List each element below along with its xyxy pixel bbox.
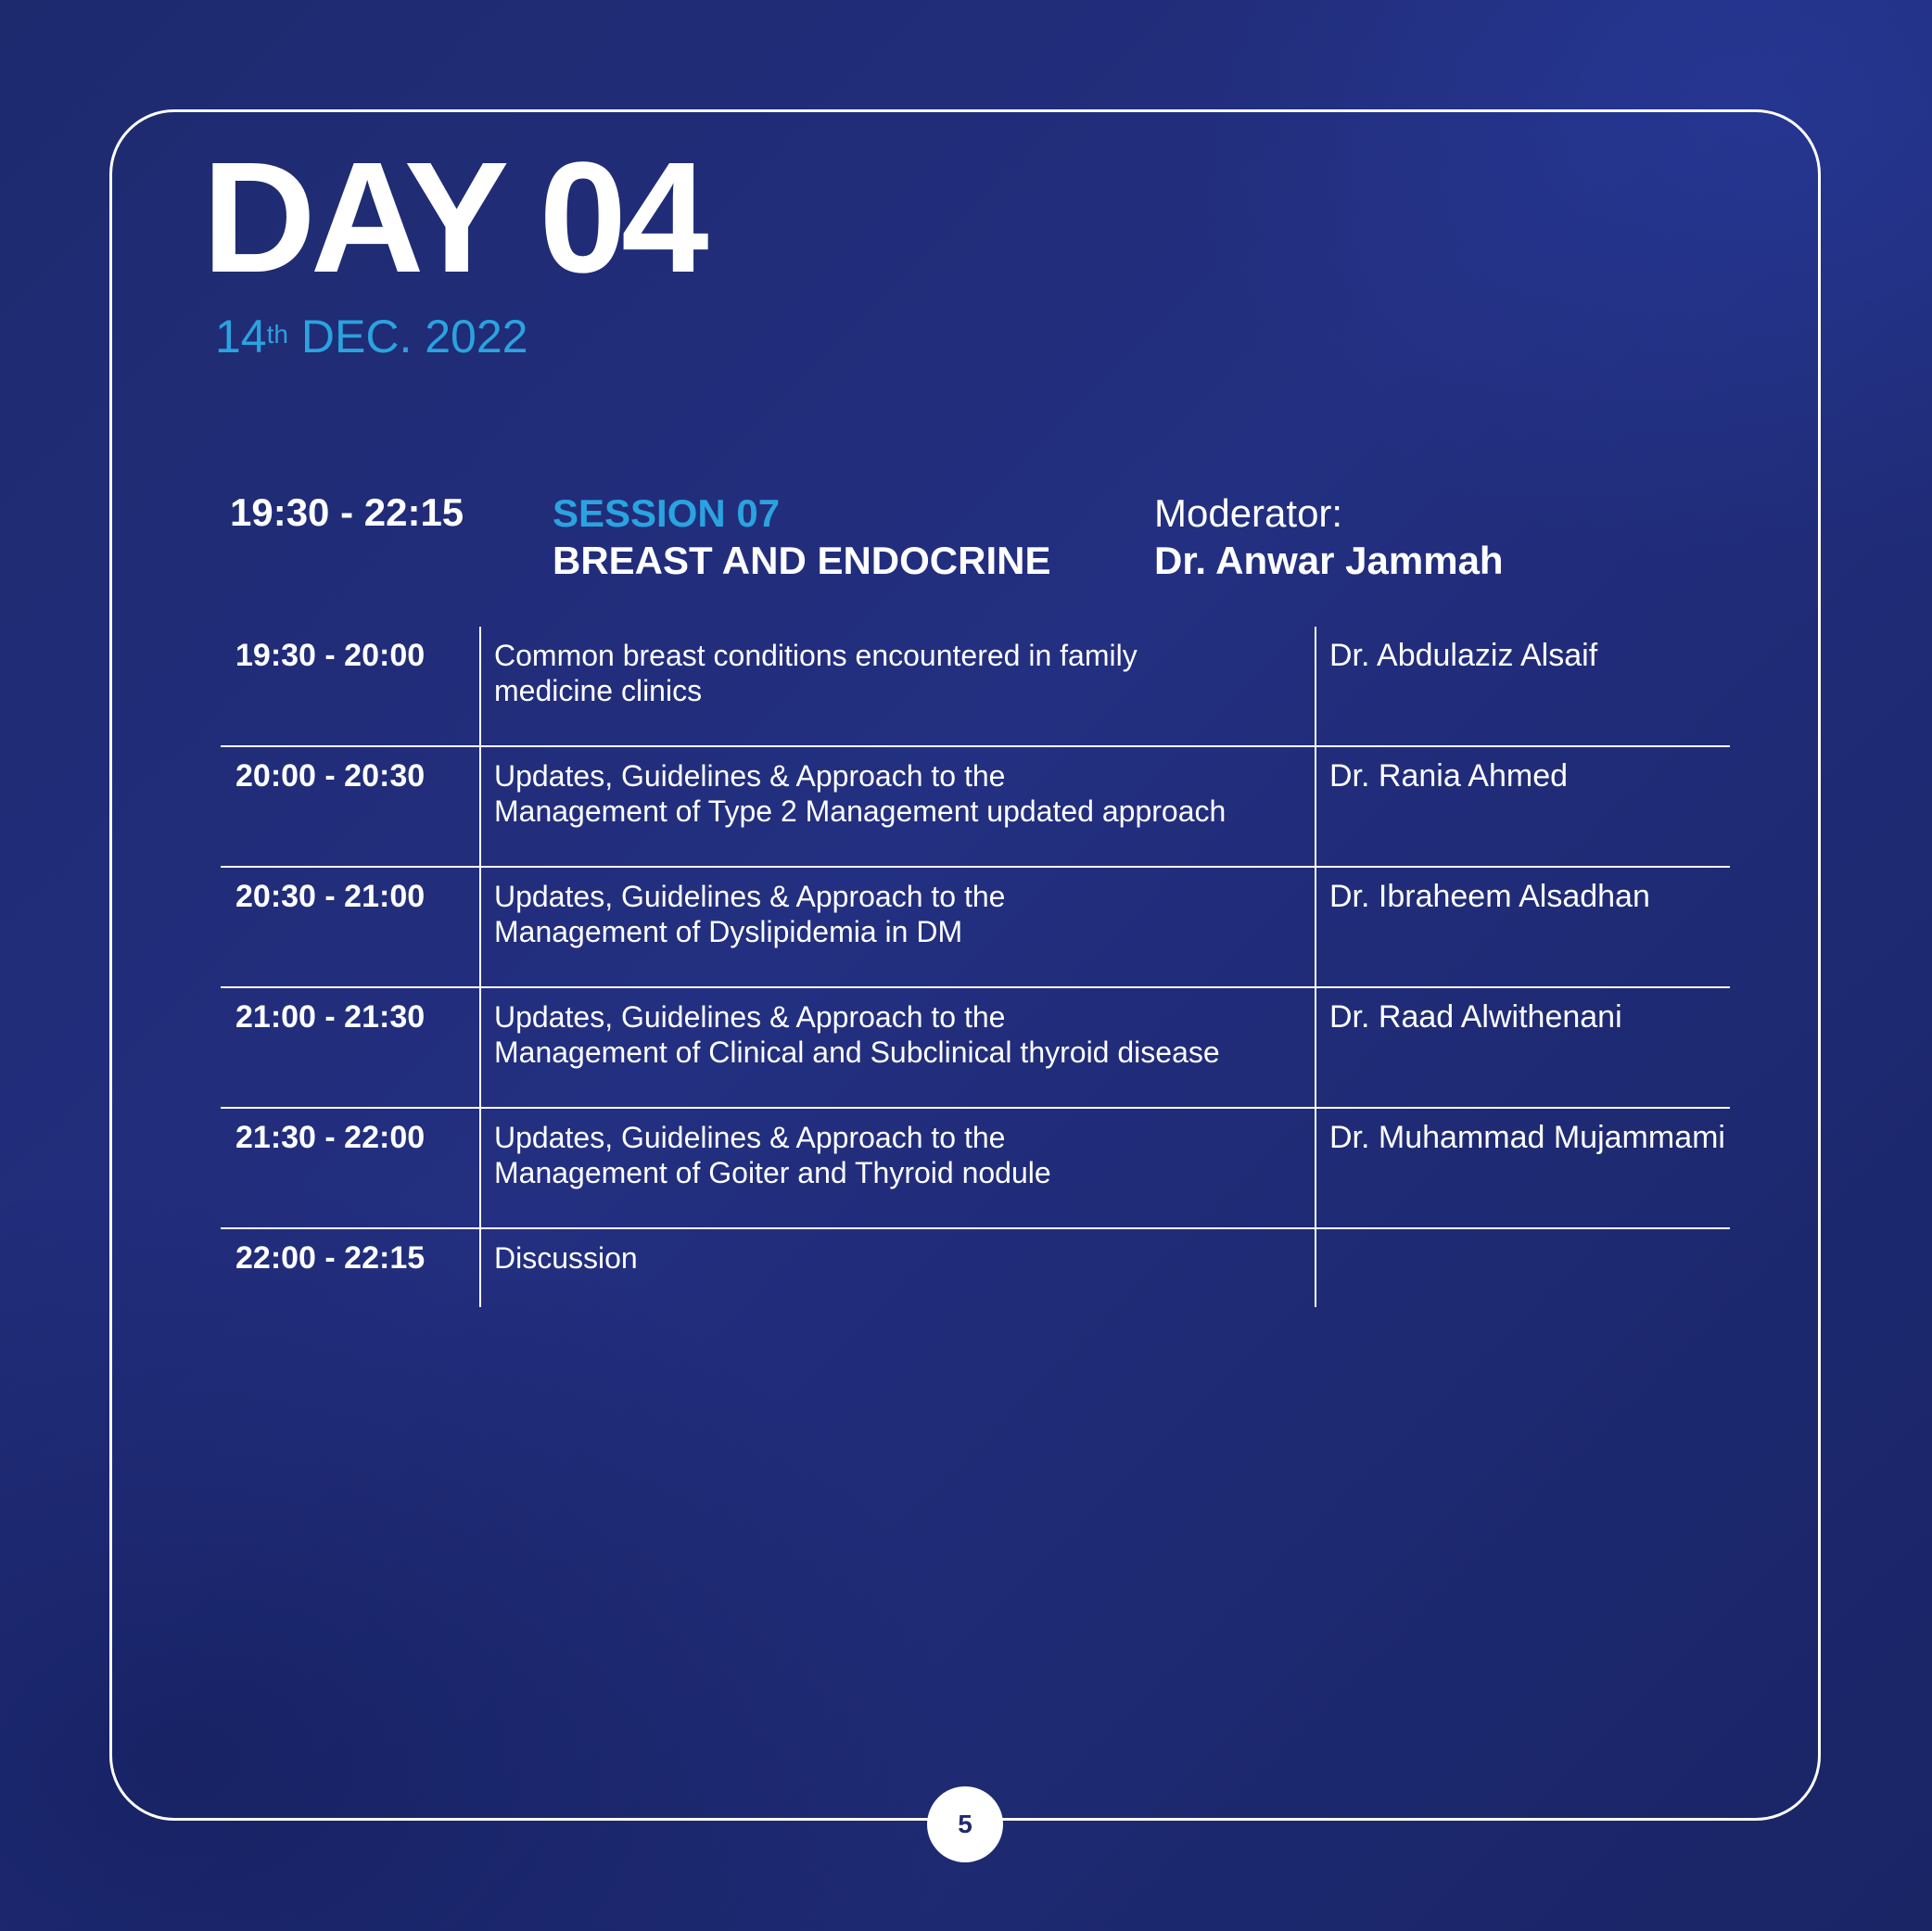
agenda-time: 20:00 - 20:30 xyxy=(235,758,426,794)
agenda-topic-line: Updates, Guidelines & Approach to the xyxy=(494,1000,1006,1034)
agenda-topic xyxy=(479,988,1315,1107)
session-heading xyxy=(553,489,1050,584)
moderator-label: Moderator: xyxy=(1154,491,1343,535)
agenda-time: 20:30 - 21:00 xyxy=(235,879,426,914)
agenda-topic xyxy=(479,1229,1315,1307)
agenda-time: 22:00 - 22:15 xyxy=(235,1240,426,1276)
agenda-speaker: Dr. Muhammad Mujammami xyxy=(1315,1109,1730,1227)
agenda-topic-line: Management of Type 2 Management updated approach xyxy=(494,794,1227,828)
moderator-name: Dr. Anwar Jammah xyxy=(1154,539,1504,583)
agenda-topic xyxy=(479,1109,1315,1227)
date-suffix: th xyxy=(266,320,288,349)
agenda-row xyxy=(221,1109,1730,1229)
agenda-speaker: Dr. Abdulaziz Alsaif xyxy=(1315,627,1730,745)
day-title: DAY 04 xyxy=(202,130,704,306)
agenda-row xyxy=(221,747,1730,868)
agenda-topic-line: Discussion xyxy=(494,1241,638,1275)
agenda-speaker xyxy=(1315,1229,1730,1307)
agenda-topic-line: Common breast conditions encountered in family xyxy=(494,639,1138,672)
session-time: 19:30 - 22:15 xyxy=(230,490,464,534)
agenda-topic-line: Updates, Guidelines & Approach to the xyxy=(494,759,1006,793)
agenda-topic-line: Management of Clinical and Subclinical thyroid disease xyxy=(494,1035,1220,1069)
session-title: BREAST AND ENDOCRINE xyxy=(553,539,1051,583)
page-number: 5 xyxy=(930,1789,1000,1860)
agenda-time: 21:00 - 21:30 xyxy=(235,999,426,1035)
date-month-year: DEC. 2022 xyxy=(287,311,528,362)
agenda-topic-line: Management of Dyslipidemia in DM xyxy=(494,915,963,948)
date-day: 14 xyxy=(215,311,267,362)
agenda-topic-line: medicine clinics xyxy=(494,674,703,707)
session-number: SESSION 07 xyxy=(553,491,781,535)
moderator xyxy=(1154,489,1504,584)
agenda-topic-line: Updates, Guidelines & Approach to the xyxy=(494,1121,1006,1154)
event-date xyxy=(215,313,527,360)
agenda-row xyxy=(221,868,1730,988)
agenda-row xyxy=(221,1229,1730,1307)
agenda-topic-line: Management of Goiter and Thyroid nodule xyxy=(494,1156,1051,1189)
agenda-table xyxy=(221,627,1730,1307)
agenda-topic-line: Updates, Guidelines & Approach to the xyxy=(494,880,1006,913)
agenda-topic xyxy=(479,868,1315,986)
agenda-topic xyxy=(479,627,1315,745)
agenda-row xyxy=(221,627,1730,747)
agenda-speaker: Dr. Ibraheem Alsadhan xyxy=(1315,868,1730,986)
agenda-row xyxy=(221,988,1730,1109)
agenda-speaker: Dr. Rania Ahmed xyxy=(1315,747,1730,866)
agenda-topic xyxy=(479,747,1315,866)
agenda-time: 21:30 - 22:00 xyxy=(235,1120,426,1155)
agenda-speaker: Dr. Raad Alwithenani xyxy=(1315,988,1730,1107)
agenda-time: 19:30 - 20:00 xyxy=(235,638,426,673)
